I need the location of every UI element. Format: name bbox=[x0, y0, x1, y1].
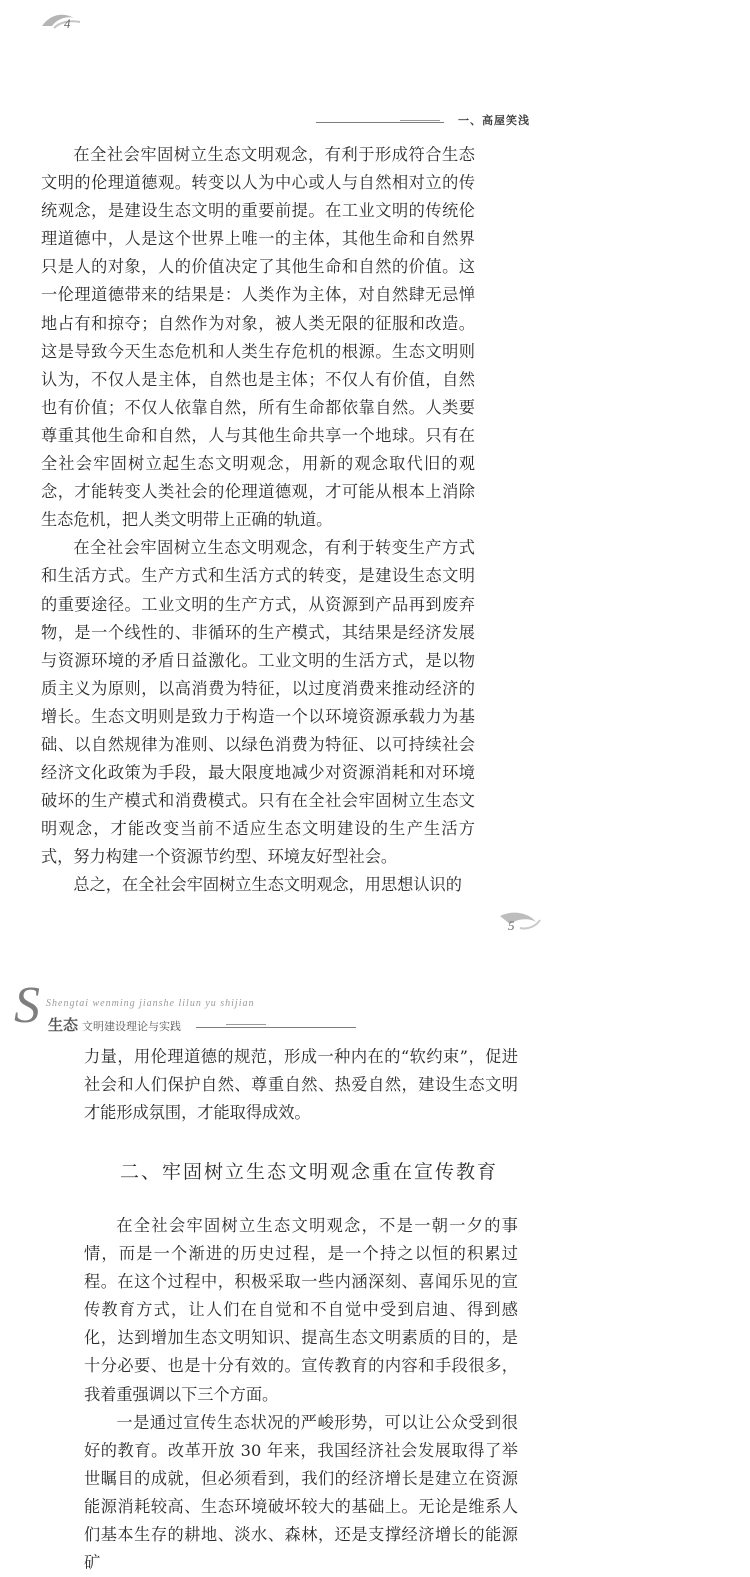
running-head-rule-short bbox=[400, 120, 440, 121]
paragraph: 一是通过宣传生态状况的严峻形势，可以让公众受到很好的教育。改革开放 30 年来，我国经济社会发展取得了举世瞩目的成就，但必须看到，我们的经济增长是建立在资源能源消耗较高、生态环境破坏较大的基础上。无论是维系人们基本生存的耕地、淡水、森林，还是支撑经济增长的能源矿 bbox=[84, 1412, 518, 1573]
header-rule-short bbox=[226, 1024, 266, 1025]
bottom-page-body bbox=[84, 1043, 518, 1127]
paragraph-continuation: 力量，用伦理道德的规范，形成一种内在的“软约束”，促进社会和人们保护自然、尊重自然、热爱自然，建设生态文明才能形成氛围，才能取得成效。 bbox=[84, 1047, 518, 1123]
header-title: 文明建设理论与实践 bbox=[82, 1020, 181, 1033]
top-corner-ornament bbox=[40, 10, 84, 32]
header-big-title: 生态 bbox=[48, 1016, 79, 1034]
section-heading: 二、牢固树立生态文明观念重在宣传教育 bbox=[120, 1161, 499, 1183]
page-number-top: 4 bbox=[64, 16, 71, 31]
top-page-body bbox=[41, 141, 475, 900]
header-big-s-glyph: S bbox=[14, 977, 40, 1034]
header-script: Shengtai wenming jianshe lilun yu shijian bbox=[46, 998, 255, 1009]
paragraph: 在全社会牢固树立生态文明观念，不是一朝一夕的事情，而是一个渐进的历史过程，是一个持之以恒的积累过程。在这个过程中，积极采取一些内涵深刻、喜闻乐见的宣传教育方式，让人们在自觉和不自觉中受到启迪、得到感化，达到增加生态文明知识、提高生态文明素质的目的，是十分必要、也是十分有效的。宣传教育的内容和手段很多，我着重强调以下三个方面。 bbox=[84, 1216, 518, 1404]
paragraph: 在全社会牢固树立生态文明观念，有利于形成符合生态文明的伦理道德观。转变以人为中心或人与自然相对立的传统观念，是建设生态文明的重要前提。在工业文明的传统伦理道德中，人是这个世界上唯一的主体，其他生命和自然界只是人的对象，人的价值决定了其他生命和自然的价值。这一伦理道德带来的结果是：人类作为主体，对自然肆无忌惮地占有和掠夺；自然作为对象，被人类无限的征服和改造。这是导致今天生态危机和人类生存危机的根源。生态文明则认为，不仅人是主体，自然也是主体；不仅人有价值，自然也有价值；不仅人依靠自然，所有生命都依靠自然。人类要尊重其他生命和自然，人与其他生命共享一个地球。只有在全社会牢固树立起生态文明观念，用新的观念取代旧的观念，才能转变人类社会的伦理道德观，才可能从根本上消除生态危机，把人类文明带上正确的轨道。 bbox=[41, 145, 475, 530]
paragraph: 总之，在全社会牢固树立生态文明观念，用思想认识的 bbox=[73, 875, 462, 895]
running-head-rule bbox=[316, 122, 444, 123]
page-number-bottom: 5 bbox=[508, 918, 515, 933]
running-head: 一、高屋笑浅 bbox=[458, 114, 530, 127]
footer-ornament bbox=[498, 908, 544, 936]
paragraph: 在全社会牢固树立生态文明观念，有利于转变生产方式和生活方式。生产方式和生活方式的转变，是建设生态文明的重要途径。工业文明的生产方式，从资源到产品再到废弃物，是一个线性的、非循环的生产模式，其结果是经济发展与资源环境的矛盾日益激化。工业文明的生活方式，是以物质主义为原则，以高消费为特征，以过度消费来推动经济的增长。生态文明则是致力于构造一个以环境资源承载力为基础、以自然规律为准则、以绿色消费为特征、以可持续社会经济文化政策为手段，最大限度地减少对资源消耗和对环境破坏的生产模式和消费模式。只有在全社会牢固树立生态文明观念，才能改变当前不适应生态文明建设的生产生活方式，努力构建一个资源节约型、环境友好型社会。 bbox=[41, 538, 475, 867]
bottom-page-body-2 bbox=[84, 1212, 518, 1577]
header-rule bbox=[196, 1027, 356, 1028]
